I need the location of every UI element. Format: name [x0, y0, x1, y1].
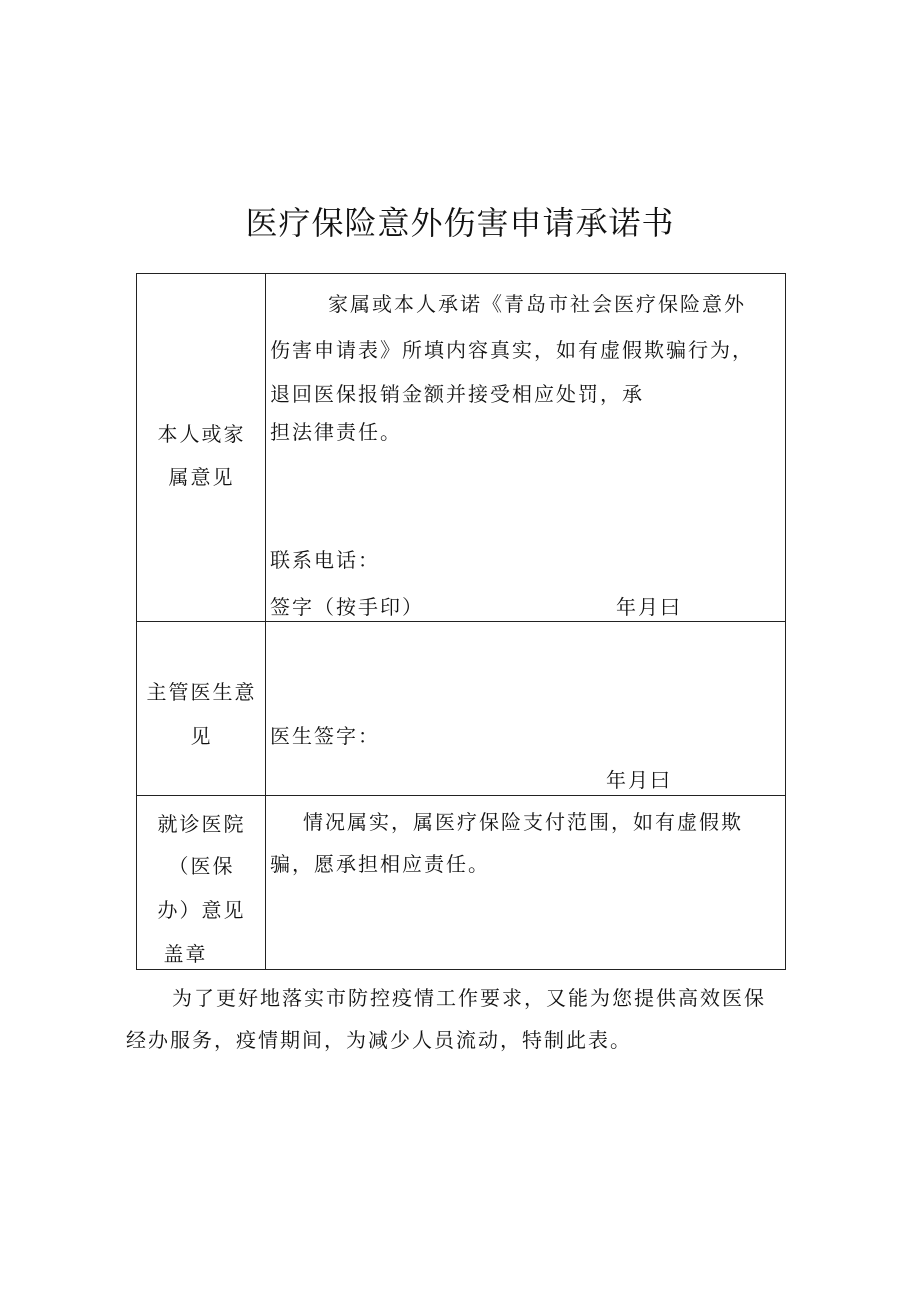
section-3-label-line-4: 盖章: [163, 942, 208, 966]
section-1-body-line-1: 家属或本人承诺《青岛市社会医疗保险意外: [328, 292, 746, 316]
section-3-label-line-1: 就诊医院: [157, 812, 246, 836]
footer-note-line-1: 为了更好地落实市防控疫情工作要求，又能为您提供高效医保: [172, 986, 766, 1010]
section-1-date-label: 年月曰: [616, 595, 682, 619]
section-1-body-line-4: 担法律责任。: [270, 420, 402, 444]
section-1-label-line-1: 本人或家: [157, 422, 246, 446]
signature-fingerprint-label: 签字（按手印）: [270, 595, 424, 619]
doctor-signature-label: 医生签字：: [270, 724, 380, 748]
section-1-label-line-2: 属意见: [168, 465, 235, 489]
section-1-body-line-3: 退回医保报销金额并接受相应处罚，承: [270, 382, 644, 406]
section-2-date-label: 年月曰: [606, 768, 672, 792]
section-3-label-line-3: 办）意见: [157, 898, 246, 922]
commitment-form-table: [136, 273, 786, 970]
section-3-body-line-2: 骗，愿承担相应责任。: [270, 852, 490, 876]
section-2-label-line-1: 主管医生意: [146, 680, 257, 704]
document-title: 医疗保险意外伤害申请承诺书: [245, 204, 675, 242]
row-divider-1: [137, 621, 785, 622]
section-3-label-line-2: （医保: [168, 854, 235, 878]
row-divider-2: [137, 795, 785, 796]
contact-phone-label: 联系电话：: [270, 548, 380, 572]
section-3-body-line-1: 情况属实，属医疗保险支付范围，如有虚假欺: [303, 810, 743, 834]
section-1-body-line-2: 伤害申请表》所填内容真实，如有虚假欺骗行为，: [270, 338, 754, 362]
footer-note-line-2: 经办服务，疫情期间，为减少人员流动，特制此表。: [126, 1028, 632, 1052]
section-2-label-line-2: 见: [190, 724, 213, 748]
